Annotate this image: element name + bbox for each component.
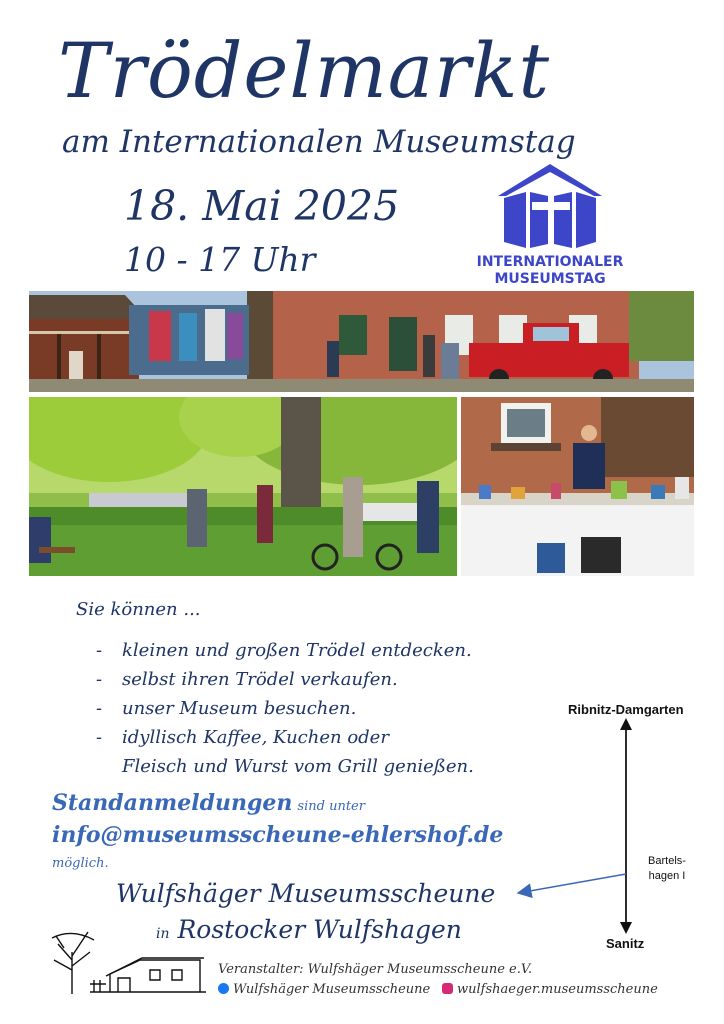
list-dash: - [96, 698, 103, 719]
organizer-line: Veranstalter: Wulfshäger Museumsscheune e.V. [218, 962, 533, 977]
route-map [500, 710, 650, 940]
facebook-link[interactable] [218, 982, 430, 997]
map-side-label [642, 854, 692, 884]
list-dash: - [96, 669, 103, 690]
event-time: 10 - 17 Uhr [124, 240, 316, 279]
list-dash: - [96, 727, 103, 748]
photo-market-park [29, 397, 457, 576]
booking-suffix: sind unter [297, 799, 365, 814]
logo-line-1: INTERNATIONALER [476, 254, 624, 270]
map-north-label: Ribnitz-Damgarten [568, 702, 684, 717]
venue-name: Wulfshäger Museumsscheune [116, 879, 496, 908]
barn-sketch-illustration [50, 930, 210, 998]
intro-text: Sie können ... [76, 599, 201, 620]
facebook-label: Wulfshäger Museumsscheune [233, 982, 431, 997]
venue-place: Rostocker Wulfshagen [177, 915, 462, 944]
list-item-continuation: Fleisch und Wurst vom Grill genießen. [122, 756, 474, 777]
list-item-text: kleinen und großen Trödel entdecken. [122, 640, 472, 661]
list-item [96, 723, 474, 752]
poster-subtitle: am Internationalen Museumstag [62, 124, 576, 160]
list-item-text: idyllisch Kaffee, Kuchen oder [122, 727, 389, 748]
photo-market-stall [461, 397, 694, 576]
facebook-icon [218, 983, 229, 994]
instagram-link[interactable] [442, 982, 658, 997]
instagram-label: wulfshaeger.museumsscheune [457, 982, 658, 997]
museum-building-icon [470, 158, 630, 254]
map-side-line-1: Bartels- [648, 855, 686, 867]
booking-email-link[interactable]: info@museumsscheune-ehlershof.de [52, 822, 504, 848]
map-south-label: Sanitz [606, 936, 645, 951]
list-item [96, 636, 474, 665]
booking-possible: möglich. [52, 856, 109, 871]
museumstag-logo [470, 158, 630, 288]
map-side-line-2: hagen I [648, 870, 686, 882]
booking-heading: Standanmeldungen [52, 790, 293, 816]
poster-title: Trödelmarkt [58, 26, 551, 115]
list-dash: - [96, 640, 103, 661]
booking-line [52, 790, 365, 816]
offer-list [96, 636, 474, 781]
venue-in-word: in [156, 926, 170, 942]
list-item [96, 694, 474, 723]
event-date: 18. Mai 2025 [124, 182, 400, 230]
venue-pointer-arrow [524, 874, 626, 892]
list-item-text: selbst ihren Trödel verkaufen. [122, 669, 398, 690]
list-item-text: unser Museum besuchen. [122, 698, 357, 719]
logo-line-2: MUSEUMSTAG [494, 271, 606, 287]
photo-market-yard [29, 291, 694, 392]
instagram-icon [442, 983, 453, 994]
list-item [96, 665, 474, 694]
